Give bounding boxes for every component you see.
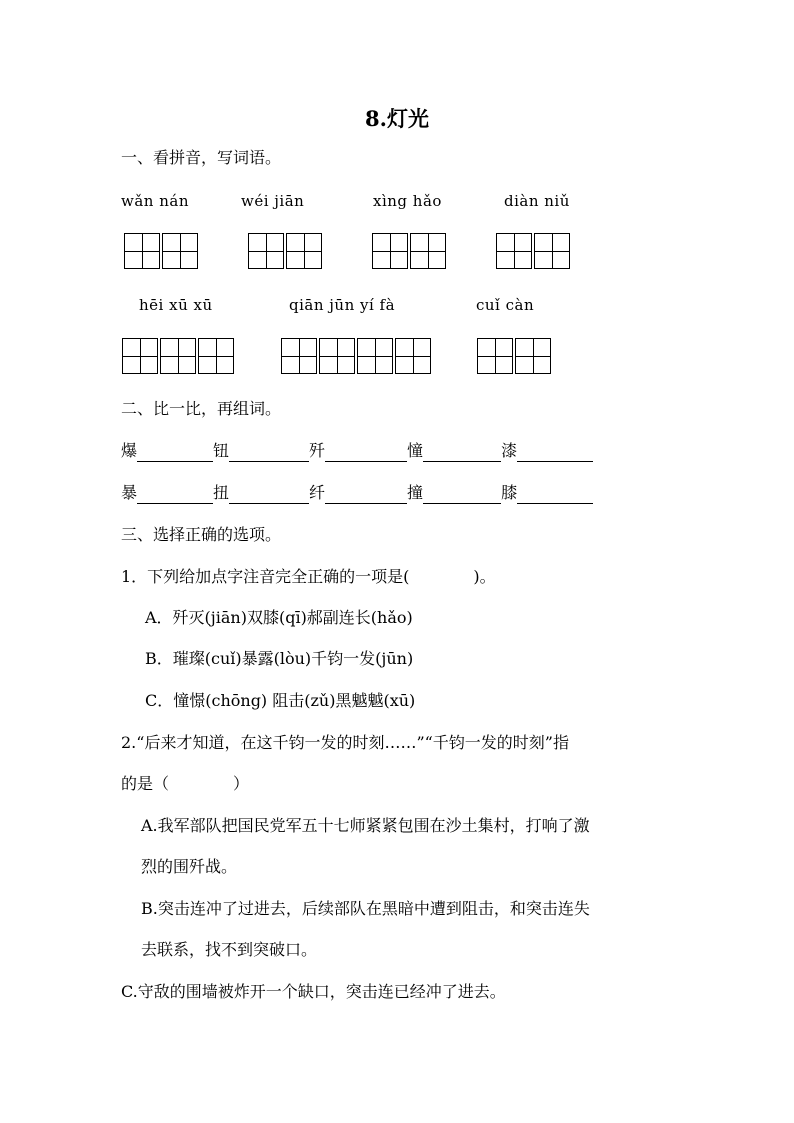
compare-char: 扭 — [213, 483, 230, 502]
write-grid-3[interactable] — [372, 233, 448, 269]
section-1-heading: 一、看拼音，写词语。 — [121, 148, 282, 167]
question-2-option-c[interactable]: C.守敌的围墙被炸开一个缺口，突击连已经冲了进去。 — [121, 982, 506, 1001]
question-1-stem: 1．下列给加点字注音完全正确的一项是( )。 — [121, 567, 496, 586]
question-1-option-a[interactable]: A．歼灭(jiān)双膝(qī)郝副连长(hǎo) — [145, 608, 413, 627]
char-cell[interactable] — [122, 338, 158, 374]
char-cell[interactable] — [160, 338, 196, 374]
question-2-option-b-line1[interactable]: B.突击连冲了过进去，后续部队在黑暗中遭到阻击，和突击连失 — [141, 899, 590, 918]
write-grid-1[interactable] — [124, 233, 200, 269]
question-2-option-b-line2[interactable]: 去联系，找不到突破口。 — [141, 940, 318, 959]
char-cell[interactable] — [372, 233, 408, 269]
pinyin-3: xìng hǎo — [373, 192, 442, 210]
write-grid-2[interactable] — [248, 233, 324, 269]
answer-blank[interactable] — [517, 443, 593, 462]
char-cell[interactable] — [395, 338, 431, 374]
answer-blank[interactable] — [137, 443, 213, 462]
answer-blank[interactable] — [325, 485, 407, 504]
char-cell[interactable] — [496, 233, 532, 269]
compare-char: 爆 — [121, 441, 138, 460]
question-2-stem-line1: 2.“后来才知道，在这千钧一发的时刻……”“千钧一发的时刻”指 — [121, 733, 569, 752]
compare-row-2 — [121, 482, 593, 504]
char-cell[interactable] — [162, 233, 198, 269]
answer-blank[interactable] — [325, 443, 407, 462]
char-cell[interactable] — [248, 233, 284, 269]
write-grid-7[interactable] — [477, 338, 553, 374]
char-cell[interactable] — [281, 338, 317, 374]
answer-blank[interactable] — [517, 485, 593, 504]
pinyin-2: wéi jiān — [241, 192, 305, 210]
question-2-option-a-line2[interactable]: 烈的围歼战。 — [141, 857, 238, 876]
question-1-option-b[interactable]: B．璀璨(cuǐ)暴露(lòu)千钧一发(jūn) — [145, 649, 414, 668]
char-cell[interactable] — [515, 338, 551, 374]
section-3-heading: 三、选择正确的选项。 — [121, 525, 282, 544]
char-cell[interactable] — [477, 338, 513, 374]
compare-row-1 — [121, 440, 593, 462]
pinyin-1: wǎn nán — [121, 192, 189, 210]
answer-blank[interactable] — [423, 485, 501, 504]
char-cell[interactable] — [286, 233, 322, 269]
char-cell[interactable] — [198, 338, 234, 374]
answer-blank[interactable] — [229, 443, 309, 462]
char-cell[interactable] — [357, 338, 393, 374]
compare-char: 歼 — [309, 441, 326, 460]
compare-char: 纤 — [309, 483, 326, 502]
compare-char: 憧 — [407, 441, 424, 460]
pinyin-5: hēi xū xū — [139, 296, 213, 314]
write-grid-6[interactable] — [281, 338, 433, 374]
question-2-stem-line2: 的是（ ） — [121, 774, 250, 793]
char-cell[interactable] — [319, 338, 355, 374]
question-2-option-a-line1[interactable]: A.我军部队把国民党军五十七师紧紧包围在沙土集村，打响了激 — [141, 816, 590, 835]
compare-char: 钮 — [213, 441, 230, 460]
answer-blank[interactable] — [423, 443, 501, 462]
pinyin-6: qiān jūn yí fà — [289, 296, 396, 314]
page-title: 8.灯光 — [365, 106, 429, 131]
compare-char: 暴 — [121, 483, 138, 502]
answer-blank[interactable] — [229, 485, 309, 504]
answer-blank[interactable] — [137, 485, 213, 504]
char-cell[interactable] — [410, 233, 446, 269]
pinyin-7: cuǐ càn — [476, 296, 535, 314]
pinyin-4: diàn niǔ — [504, 192, 570, 210]
char-cell[interactable] — [124, 233, 160, 269]
write-grid-5[interactable] — [122, 338, 236, 374]
compare-char: 膝 — [501, 483, 518, 502]
section-2-heading: 二、比一比，再组词。 — [121, 399, 282, 418]
char-cell[interactable] — [534, 233, 570, 269]
compare-char: 漆 — [501, 441, 518, 460]
write-grid-4[interactable] — [496, 233, 572, 269]
question-1-option-c[interactable]: C．憧憬(chōng) 阻击(zǔ)黑魆魆(xū) — [145, 691, 416, 710]
compare-char: 撞 — [407, 483, 424, 502]
